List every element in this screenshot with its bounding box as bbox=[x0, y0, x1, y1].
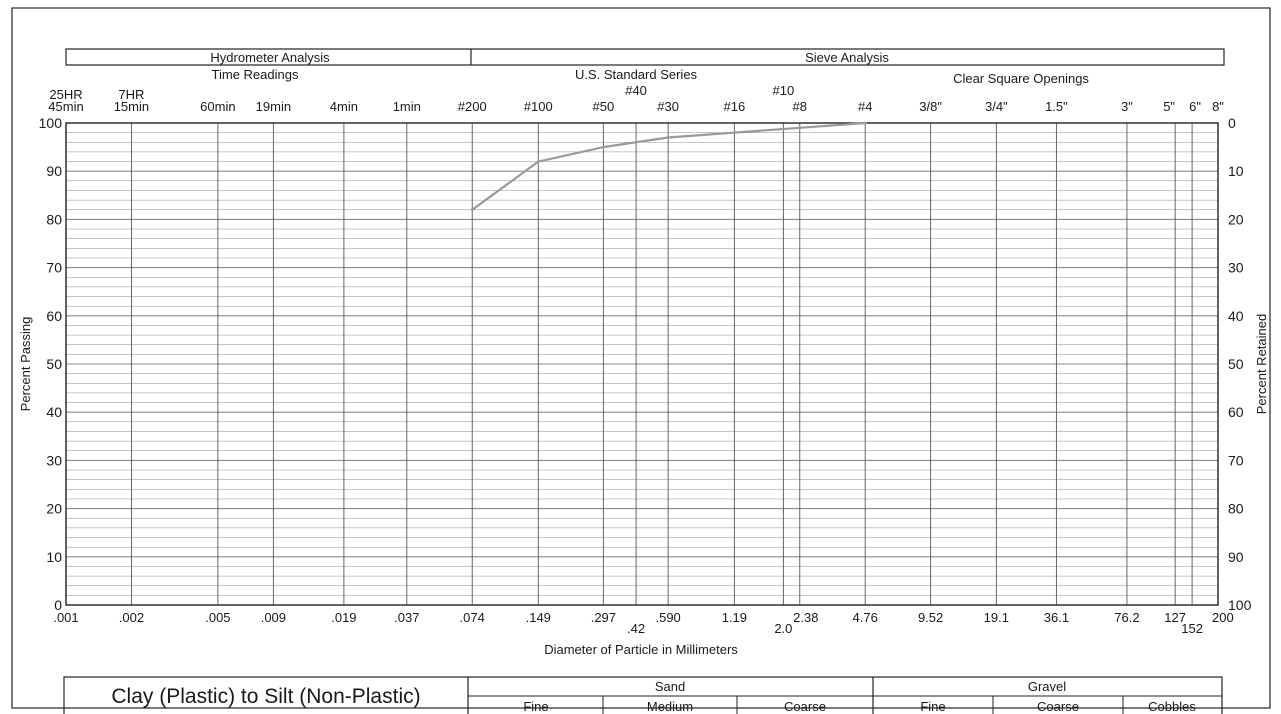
y-tick-left: 80 bbox=[46, 211, 62, 228]
y-tick-left: 70 bbox=[46, 259, 62, 276]
sand-label: Sand bbox=[654, 679, 686, 694]
y-tick-right: 90 bbox=[1228, 548, 1244, 565]
data-point bbox=[667, 136, 670, 139]
x-tick-label: .074 bbox=[459, 610, 485, 625]
sand-coarse-label: Coarse bbox=[784, 699, 826, 714]
y-tick-left: 30 bbox=[46, 452, 62, 469]
data-point bbox=[602, 146, 605, 149]
sieve-size-label: 5" bbox=[1163, 99, 1176, 114]
x-tick-label: 19.1 bbox=[983, 610, 1009, 625]
y-axis-right-ticks bbox=[1228, 115, 1252, 613]
y-axis-left-ticks bbox=[39, 115, 63, 613]
data-point bbox=[798, 126, 801, 129]
data-point bbox=[537, 160, 540, 163]
cobbles-label: Cobbles bbox=[1148, 699, 1196, 714]
x-tick-label: 127 bbox=[1164, 610, 1186, 625]
sieve-size-label: #16 bbox=[723, 99, 746, 114]
us-standard-series-label: U.S. Standard Series bbox=[574, 67, 698, 82]
x-tick-label: 4.76 bbox=[852, 610, 878, 625]
data-point bbox=[471, 208, 474, 211]
sieve-size-label: 3/8" bbox=[919, 99, 942, 114]
plot-area bbox=[66, 122, 1218, 605]
x-tick-label: 200 bbox=[1212, 610, 1234, 625]
sieve-size-label: #40 bbox=[625, 83, 647, 98]
y-tick-left: 90 bbox=[46, 163, 62, 180]
sieve-size-label: #100 bbox=[523, 99, 553, 114]
y-tick-left: 10 bbox=[46, 548, 62, 565]
sieve-size-label: 3/4" bbox=[984, 99, 1008, 114]
time-reading-label: 15min bbox=[113, 99, 150, 114]
gravel-fine-label: Fine bbox=[920, 699, 946, 714]
sand-medium-label: Medium bbox=[646, 699, 694, 714]
y-tick-right: 50 bbox=[1228, 356, 1244, 372]
y-tick-right: 10 bbox=[1228, 163, 1244, 180]
sieve-size-label: #200 bbox=[457, 99, 487, 114]
sieve-size-label: #50 bbox=[592, 99, 615, 114]
sieve-size-label: #4 bbox=[857, 99, 873, 114]
y-tick-right: 0 bbox=[1228, 115, 1236, 131]
y-tick-left: 40 bbox=[46, 404, 62, 421]
x-tick-label: .005 bbox=[205, 610, 231, 625]
y-tick-left: 100 bbox=[38, 115, 62, 131]
time-reading-label: 19min bbox=[255, 99, 292, 114]
y-axis-right-label: Percent Retained bbox=[1254, 313, 1269, 415]
hydrometer-analysis-label: Hydrometer Analysis bbox=[210, 50, 330, 65]
x-tick-label: .42 bbox=[627, 621, 646, 636]
x-tick-label: 1.19 bbox=[721, 610, 748, 625]
time-reading-label: 25HR bbox=[49, 87, 83, 102]
fines-classification-label: Clay (Plastic) to Silt (Non-Plastic) bbox=[111, 685, 421, 708]
x-tick-label: .001 bbox=[53, 610, 79, 625]
x-tick-label: 2.0 bbox=[774, 621, 793, 636]
data-point bbox=[733, 131, 736, 134]
x-tick-label: .009 bbox=[260, 610, 287, 625]
y-tick-left: 50 bbox=[46, 356, 62, 372]
clear-square-openings-label: Clear Square Openings bbox=[953, 71, 1089, 86]
time-reading-label: 4min bbox=[329, 99, 358, 114]
x-tick-label: .002 bbox=[118, 610, 145, 625]
time-reading-label: 45min bbox=[48, 99, 84, 114]
y-tick-left: 60 bbox=[46, 307, 62, 324]
x-axis-ticks bbox=[53, 610, 1233, 636]
horizontal-gridlines bbox=[66, 133, 1218, 596]
data-point bbox=[864, 122, 867, 125]
time-reading-label: 60min bbox=[200, 99, 236, 114]
sieve-size-label: 1.5" bbox=[1045, 99, 1068, 114]
top-labels bbox=[48, 83, 1224, 114]
y-tick-left: 0 bbox=[54, 597, 62, 613]
x-tick-label: 76.2 bbox=[1114, 610, 1140, 625]
y-tick-right: 100 bbox=[1228, 597, 1252, 613]
x-tick-label: .590 bbox=[655, 610, 681, 625]
x-tick-label: .019 bbox=[331, 610, 357, 625]
sieve-size-label: #8 bbox=[792, 99, 808, 114]
x-tick-label: 152 bbox=[1181, 621, 1203, 636]
y-axis-left-label: Percent Passing bbox=[18, 316, 33, 412]
time-reading-label: 1min bbox=[392, 99, 421, 114]
y-tick-right: 40 bbox=[1228, 307, 1244, 324]
y-tick-right: 20 bbox=[1228, 211, 1244, 228]
x-tick-label: .037 bbox=[394, 610, 420, 625]
sieve-size-label: 6" bbox=[1189, 99, 1202, 114]
y-tick-right: 70 bbox=[1228, 452, 1244, 469]
sieve-size-label: #30 bbox=[657, 99, 680, 114]
x-tick-label: 36.1 bbox=[1043, 610, 1070, 625]
x-axis-label: Diameter of Particle in Millimeters bbox=[544, 642, 738, 657]
y-tick-right: 60 bbox=[1228, 404, 1244, 421]
gradation-curve bbox=[472, 123, 865, 210]
x-tick-label: 2.38 bbox=[793, 610, 819, 625]
gravel-coarse-label: Coarse bbox=[1037, 699, 1079, 714]
y-tick-right: 30 bbox=[1228, 259, 1244, 276]
sand-fine-label: Fine bbox=[523, 699, 549, 714]
x-tick-label: .297 bbox=[590, 610, 617, 625]
sieve-size-label: 3" bbox=[1120, 99, 1133, 114]
sieve-analysis-label: Sieve Analysis bbox=[805, 50, 889, 65]
sieve-size-label: #10 bbox=[772, 83, 795, 98]
x-tick-label: .149 bbox=[525, 610, 551, 625]
y-tick-right: 80 bbox=[1228, 500, 1244, 517]
gravel-label: Gravel bbox=[1027, 679, 1067, 694]
y-tick-left: 20 bbox=[46, 500, 62, 517]
time-readings-label: Time Readings bbox=[211, 67, 299, 82]
sieve-size-label: 8" bbox=[1212, 99, 1224, 114]
time-reading-label: 7HR bbox=[118, 87, 145, 102]
x-tick-label: 9.52 bbox=[917, 610, 944, 625]
